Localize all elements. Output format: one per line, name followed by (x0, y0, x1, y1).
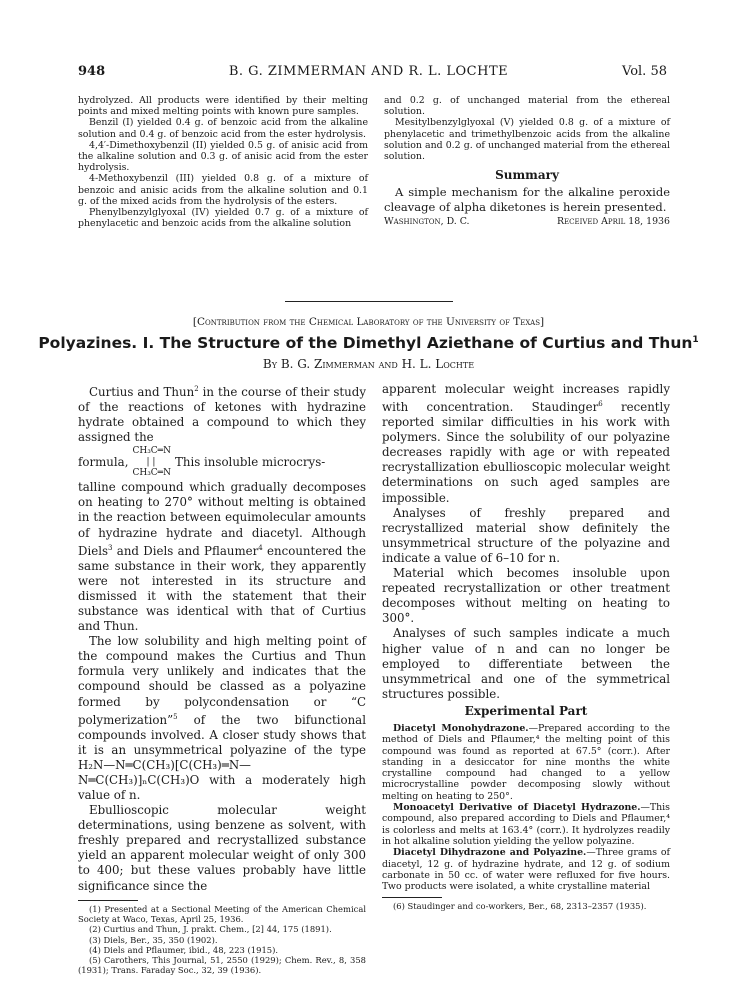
top-right-column (384, 95, 670, 228)
footnote: (3) Diels, Ber., 35, 350 (1902). (89, 934, 218, 945)
paragraph: The low solubility and high melting point of the compound makes the Curtius and Thun formula very unlikely and indicates that the compound should be classed as a polyazine formed by polycondensation or “C polymerization”$^5$ of the two bifunctional compounds involved. A closer study shows that it is an unsymmetrical polyazine of the type H₂N—N═C(CH₃)[C(CH₃)═N—N═C(CH₃)]ₙC(CH₃)O with a moderately high value of n. (78, 634, 366, 803)
signature-location: Washington, D. C. (384, 216, 470, 228)
footnote-rule (78, 900, 138, 901)
footnote: (5) Carothers, This Journal, 51, 2550 (1929); Chem. Rev., 8, 358 (1931); Trans. Faraday Soc., 32, 39 (1936). (78, 955, 366, 976)
footnote: (4) Diels and Pflaumer, ibid., 48, 223 (1915). (89, 944, 279, 955)
paragraph: Material which becomes insoluble upon repeated recrystallization or other treatment decomposes without melting on heating to 300°. (382, 566, 670, 626)
footnote-rule (382, 897, 442, 898)
running-head: B. G. ZIMMERMAN AND R. L. LOCHTE (228, 64, 509, 79)
volume-label: Vol. 58 (622, 64, 667, 79)
paragraph: Curtius and Thun$^2$ in the course of their study of the reactions of ketones with hydrazine hydrate obtained a compound to which they assigned the (78, 384, 366, 445)
footnote: (2) Curtius and Thun, J. prakt. Chem., [2] 44, 175 (1891). (89, 924, 332, 935)
paragraph: talline compound which gradually decomposes on heating to 270° without melting is obtained in the reaction between equimolecular amounts of hydrazine hydrate and diacetyl. Although Diels$^3$ and Diels and Pflaumer$^4$ encountered the same substance in their work, they apparently were not interested in its structure and dismissed it with the statement that their substance was identical with that of Curtius and Thun. (78, 480, 366, 634)
formula-line: formula, CH₃C═N | | CH₃C═N This insoluble microcrys- (78, 446, 326, 479)
experimental-heading: Experimental Part (464, 703, 588, 718)
paragraph: Diacetyl Monohydrazone.—Prepared according to the method of Diels and Pflaumer,⁴ the melting point of this compound was found as reported at 67.5° (corr.). After standing in a desiccator for nine months the white crystalline compound had changed to a yellow microcrystalline powder decomposing slowly without melting on heating to 250°. (382, 722, 670, 802)
footnote: (6) Staudinger and co-workers, Ber., 68, 2313–2357 (1935). (393, 901, 647, 912)
paragraph: Analyses of freshly prepared and recrystallized material show definitely the unsymmetrical structure of the polyazine and indicate a value of 6–10 for n. (382, 505, 670, 565)
paragraph: Benzil (I) yielded 0.4 g. of benzoic acid from the alkaline solution and 0.4 g. of benzoic acid from the ester hydrolysis. (78, 117, 368, 140)
summary-text: A simple mechanism for the alkaline peroxide cleavage of alpha diketones is herein presented. (384, 185, 670, 214)
paragraph: Mesitylbenzylglyoxal (V) yielded 0.8 g. of a mixture of phenylacetic and trimethylbenzoic acids from the alkaline solution and 0.2 g. of unchanged material from the ethereal solution. (384, 117, 670, 163)
main-right-column (382, 382, 670, 912)
paragraph: Diacetyl Dihydrazone and Polyazine.—Three grams of diacetyl, 12 g. of hydrazine hydrate, and 12 g. of sodium carbonate in 50 cc. of water were refluxed for five hours. Two products were isolated, a white crystalline material (382, 847, 670, 893)
section-divider (285, 301, 453, 302)
received-date: Received April 18, 1936 (556, 216, 670, 228)
article-title: Polyazines. I. The Structure of the Dimethyl Aziethane of Curtius and Thun$^1$ (38, 334, 699, 352)
paragraph: 4-Methoxybenzil (III) yielded 0.8 g. of a mixture of benzoic and anisic acids from the alkaline solution and 0.1 g. of the mixed acids from the hydrolysis of the esters. (78, 173, 368, 207)
contribution-line: [Contribution from the Chemical Laboratory of the University of Texas] (192, 316, 545, 328)
footnote: (1) Presented at a Sectional Meeting of the American Chemical Society at Waco, Texas, April 25, 1936. (78, 903, 366, 924)
byline: By B. G. Zimmerman and H. L. Lochte (262, 357, 475, 371)
footnotes (78, 904, 366, 976)
summary-heading: Summary (495, 168, 559, 183)
paragraph: hydrolyzed. All products were identified by their melting points and mixed melting points with known pure samples. (78, 95, 368, 118)
paragraph: Monoacetyl Derivative of Diacetyl Hydrazone.—This compound, also prepared according to Diels and Pflaumer,⁴ is colorless and melts at 163.4° (corr.). It hydrolyzes readily in hot alkaline solution yielding the yellow polyazine. (382, 802, 670, 847)
main-left-column (78, 382, 366, 976)
paragraph: Phenylbenzylglyoxal (IV) yielded 0.7 g. of a mixture of phenylacetic and benzoic acids from the alkaline solution (78, 207, 368, 230)
paragraph: Ebullioscopic molecular weight determinations, using benzene as solvent, with freshly prepared and recrystallized substance yield an apparent molecular weight of only 300 to 400; but these values probably have little significance since the (78, 803, 366, 893)
top-left-column (78, 95, 368, 229)
paragraph: 4,4′-Dimethoxybenzil (II) yielded 0.5 g. of anisic acid from the alkaline solution and 0.3 g. of anisic acid from the ester hydrolysis. (78, 139, 368, 174)
paragraph: Analyses of such samples indicate a much higher value of n and can no longer be employed to differentiate between the unsymmetrical and one of the symmetrical structures possible. (382, 626, 670, 701)
paragraph: apparent molecular weight increases rapidly with concentration. Staudinger$^6$ recently reported similar difficulties in his work with polymers. Since the solubility of our polyazine decreases rapidly with age or with repeated recrystallization ebullioscopic molecular weight determinations on such aged samples are impossible. (382, 382, 670, 505)
paragraph: and 0.2 g. of unchanged material from the ethereal solution. (384, 95, 670, 118)
structural-formula: CH₃C═N | | CH₃C═N (132, 446, 171, 479)
page-number: 948 (78, 64, 106, 79)
